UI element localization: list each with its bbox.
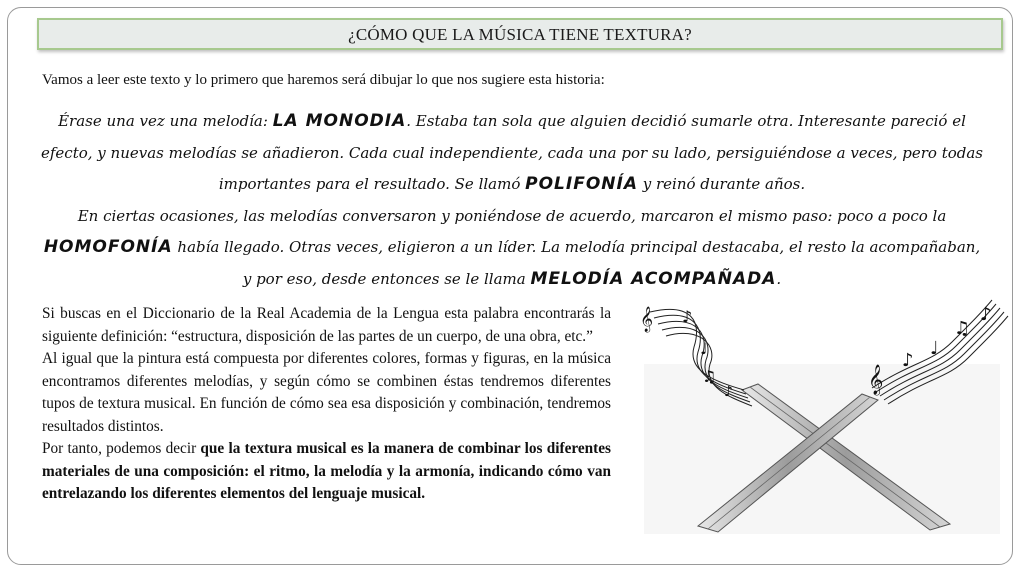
svg-text:𝄞: 𝄞 — [640, 307, 654, 332]
story-text-run: y por eso, desde entonces se le llama — [242, 269, 531, 288]
svg-text:♫: ♫ — [702, 367, 717, 386]
story-text-run: había llegado. Otras veces, eligieron a un líder. La melodía principal destacaba, el resto la acompañaban, — [172, 238, 981, 256]
definition-paragraph-3 — [42, 438, 611, 506]
crossed-swords-music-illustration — [632, 292, 1012, 542]
story-line-6 — [40, 264, 984, 296]
story-line-4: En ciertas ocasiones, las melodías conversaron y poniéndose de acuerdo, marcaron el mismo paso: poco a poco la — [77, 206, 947, 225]
story-text-run: importantes para el resultado. Se llamó — [218, 175, 526, 193]
svg-text:♪: ♪ — [724, 384, 733, 400]
definition-text-run: Por tanto, podemos decir — [42, 440, 201, 457]
story-text-run: . Estaba tan sola que alguien decidió sumarle otra. Interesante pareció el — [406, 112, 966, 130]
story-line-2: efecto, y nuevas melodías se añadieron. Cada cual independiente, cada una por su lado, persiguiéndose a veces, pero todas — [40, 143, 984, 162]
page-title: ¿CÓMO QUE LA MÚSICA TIENE TEXTURA? — [348, 25, 692, 44]
svg-text:♫: ♫ — [954, 318, 971, 339]
story-text — [40, 106, 984, 295]
svg-text:𝄞: 𝄞 — [868, 365, 884, 395]
definition-paragraph-1: Si buscas en el Diccionario de la Real Academia de la Lengua esta palabra encontrarás la siguiente definición: “estructura, disposición de las partes de un cuerpo, de una obra, etc.” — [42, 305, 611, 345]
definition-paragraph-2: Al igual que la pintura está compuesta por diferentes colores, formas y figuras, en la música encontramos diferentes melodías, y según cómo se combinen éstas tendremos diferentes tupos de textura musical. En función de cómo sea esa disposición y combinación, tendremos resultados distintos. — [42, 350, 611, 435]
story-line-1 — [40, 106, 984, 138]
definition-text — [42, 303, 611, 506]
texture-definition-bold: que la textura musical es la manera de combinar los diferentes materiales de una composición: el ritmo, la melodía y la armonía, indicando cómo van entrelazando los diferentes elementos del lenguaje musical. — [42, 440, 612, 502]
monodia-term: LA MONODIA — [272, 111, 407, 131]
story-text-run: y reinó durante años. — [637, 175, 806, 193]
svg-text:♩: ♩ — [700, 339, 708, 358]
story-text-run: Érase una vez una melodía: — [58, 112, 273, 130]
svg-text:♩: ♩ — [930, 338, 939, 359]
polifonia-term: POLIFONÍA — [525, 174, 638, 194]
homofonia-term: HOMOFONÍA — [43, 237, 173, 257]
svg-text:♪: ♪ — [980, 304, 992, 325]
melodia-acompanada-term: MELODÍA ACOMPAÑADA — [530, 268, 777, 289]
title-bar — [37, 18, 1003, 50]
intro-text: Vamos a leer este texto y lo primero que haremos será dibujar lo que nos sugiere esta historia: — [42, 72, 605, 88]
story-line-3 — [40, 169, 984, 201]
svg-text:♪: ♪ — [682, 307, 693, 326]
svg-text:♪: ♪ — [902, 350, 914, 371]
story-text-run: . — [776, 269, 782, 288]
story-line-5 — [40, 232, 984, 264]
